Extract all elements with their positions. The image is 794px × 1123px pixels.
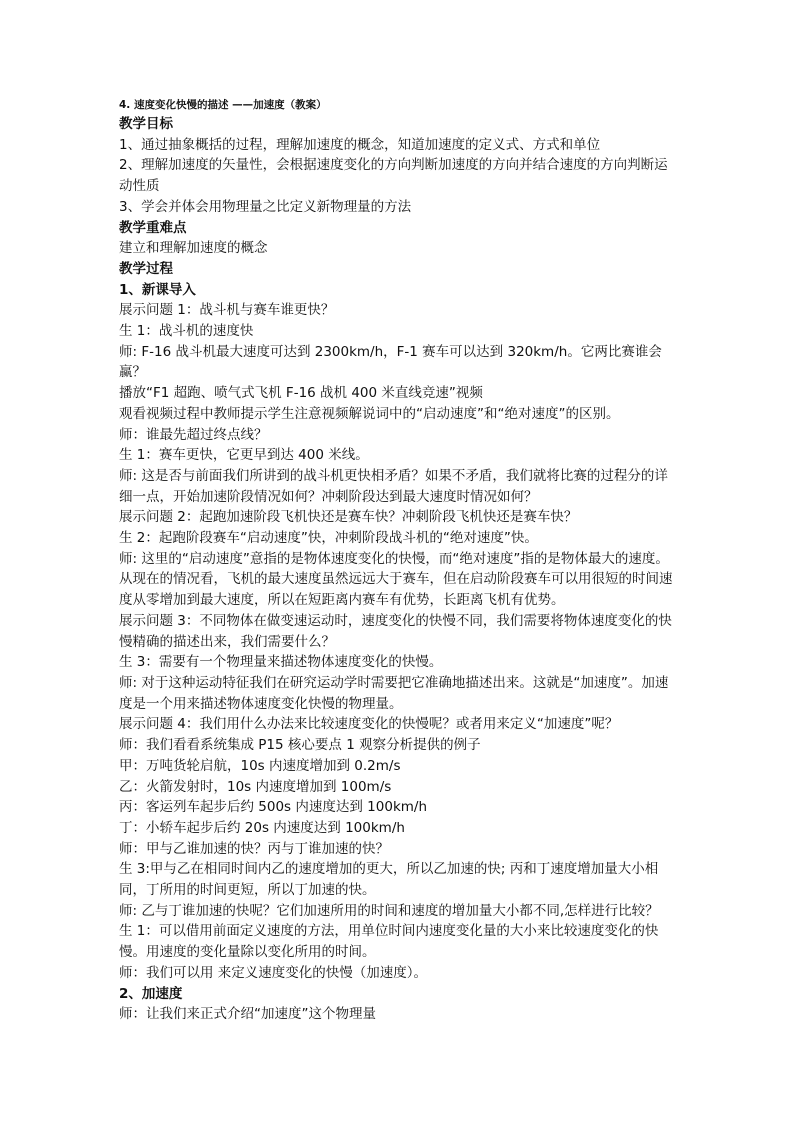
paragraph-line: 师: 乙与丁谁加速的快呢？它们加速所用的时间和速度的增加量大小都不同,怎样进行比较？ (119, 902, 659, 919)
paragraph-line: 生 1：战斗机的速度快 (119, 323, 254, 340)
paragraph-line: 师: 这是否与前面我们所讲到的战斗机更快相矛盾？如果不矛盾，我们就将比赛的过程分的详细一点，开始加速阶段情况如何？冲刺阶段达到最大速度时情况如何？ (119, 467, 668, 505)
paragraph-line: 生 3:甲与乙在相同时间内乙的速度增加的更大，所以乙加速的快; 丙和丁速度增加量大小相同，丁所用的时间更短，所以丁加速的快。 (119, 861, 659, 899)
paragraph-line: 师：我们可以用 来定义速度变化的快慢（加速度）。 (119, 964, 428, 981)
paragraph-line: 展示问题 1：战斗机与赛车谁更快？ (119, 302, 335, 319)
paragraph-line: 甲：万吨货轮启航，10s 内速度增加到 0.2m/s (119, 757, 401, 774)
paragraph-line: 师：甲与乙谁加速的快？丙与丁谁加速的快？ (119, 840, 389, 857)
paragraph-line: 展示问题 3：不同物体在做变速运动时，速度变化的快慢不同，我们需要将物体速度变化的快慢精确的描述出来，我们需要什么？ (119, 612, 672, 650)
paragraph-line: 建立和理解加速度的概念 (119, 240, 268, 257)
paragraph-line: 3、学会并体会用物理量之比定义新物理量的方法 (119, 198, 412, 215)
document-body (119, 114, 679, 1025)
paragraph-line: 生 3：需要有一个物理量来描述物体速度变化的快慢。 (119, 654, 443, 671)
paragraph-line: 生 2：起跑阶段赛车“启动速度”快，冲刺阶段战斗机的“绝对速度”快。 (119, 530, 538, 547)
paragraph-line: 2、理解加速度的矢量性，会根据速度变化的方向判断加速度的方向并结合速度的方向判断运动性质 (119, 157, 668, 195)
section-heading: 教学过程 (119, 260, 173, 277)
paragraph-line: 观看视频过程中教师提示学生注意视频解说词中的“启动速度”和“绝对速度”的区别。 (119, 405, 620, 422)
paragraph-line: 1、通过抽象概括的过程，理解加速度的概念，知道加速度的定义式、方式和单位 (119, 136, 601, 153)
paragraph-line: 展示问题 4：我们用什么办法来比较速度变化的快慢呢？或者用来定义“加速度”呢？ (119, 716, 619, 733)
paragraph-line: 展示问题 2：起跑加速阶段飞机快还是赛车快？冲刺阶段飞机快还是赛车快？ (119, 509, 578, 526)
paragraph-line: 师: 这里的“启动速度”意指的是物体速度变化的快慢，而“绝对速度”指的是物体最大的速度。从现在的情况看，飞机的最大速度虽然远远大于赛车，但在启动阶段赛车可以用很短的时间速度从零增加到最大速度，所以在短距离内赛车有优势，长距离飞机有优势。 (119, 550, 673, 609)
section-heading: 2、加速度 (119, 985, 183, 1002)
paragraph-line: 师：让我们来正式介绍“加速度”这个物理量 (119, 1006, 376, 1023)
paragraph-line: 播放“F1 超跑、喷气式飞机 F-16 战机 400 米直线竞速”视频 (119, 385, 483, 402)
paragraph-line: 生 1：赛车更快，它更早到达 400 米线。 (119, 447, 369, 464)
paragraph-line: 乙：火箭发射时，10s 内速度增加到 100m/s (119, 778, 392, 795)
paragraph-line: 师：谁最先超过终点线？ (119, 426, 268, 443)
section-heading: 教学目标 (119, 116, 173, 132)
document-title: 4. 速度变化快慢的描述 ——加速度（教案） (119, 99, 327, 111)
paragraph-line: 丙：客运列车起步后约 500s 内速度达到 100km/h (119, 799, 428, 816)
paragraph-line: 生 1：可以借用前面定义速度的方法，用单位时间内速度变化量的大小来比较速度变化的快慢。用速度的变化量除以变化所用的时间。 (119, 923, 659, 961)
document-page (119, 96, 679, 1025)
section-heading: 1、新课导入 (119, 281, 196, 298)
paragraph-line: 师：我们看看系统集成 P15 核心要点 1 观察分析提供的例子 (119, 737, 481, 754)
paragraph-line: 丁：小轿车起步后约 20s 内速度达到 100km/h (119, 819, 405, 836)
paragraph-line: 师: F-16 战斗机最大速度可达到 2300km/h，F-1 赛车可以达到 320km/h。它两比赛谁会赢？ (119, 343, 662, 381)
section-heading: 教学重难点 (119, 219, 187, 236)
paragraph-line: 师: 对于这种运动特征我们在研究运动学时需要把它准确地描述出来。这就是“加速度”。加速度是一个用来描述物体速度变化快慢的物理量。 (119, 674, 669, 712)
